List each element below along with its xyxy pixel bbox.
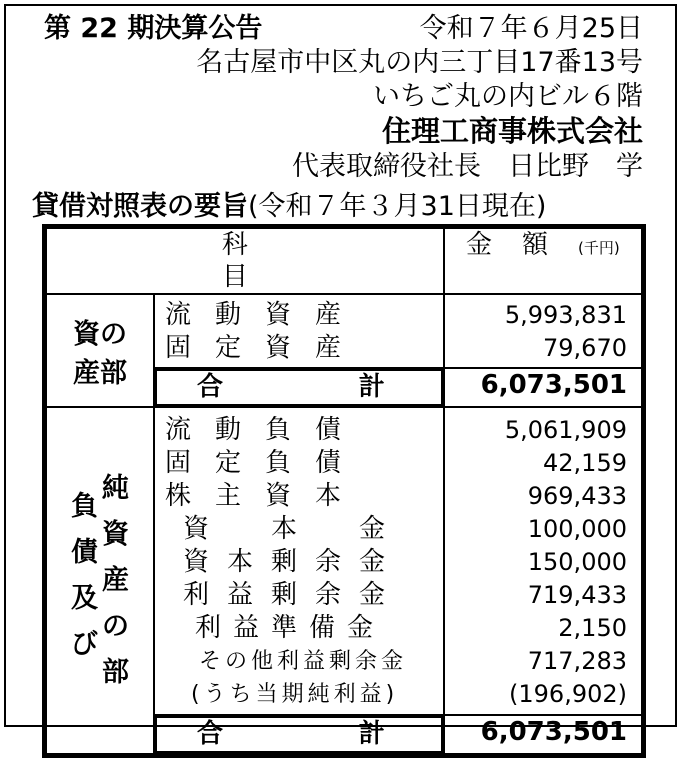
balance-sheet-date: (令和７年３月31日現在) xyxy=(248,191,547,222)
liability-label: 株主資本 xyxy=(165,481,366,511)
asset-value: 5,993,831 xyxy=(504,301,627,329)
liabilities-items xyxy=(154,407,444,715)
assets-side-label xyxy=(45,294,155,407)
assets-side-label-2: 産部 xyxy=(73,357,128,389)
assets-side-label-1: 資の xyxy=(73,318,128,350)
liability-value: 969,433 xyxy=(527,482,627,510)
liability-value: 100,000 xyxy=(527,515,627,543)
liab-label-col-2: 純 資 産 の 部 xyxy=(102,472,130,688)
liabilities-total-label xyxy=(155,716,443,753)
asset-label: 固定資産 xyxy=(165,333,366,363)
liability-value: 717,283 xyxy=(527,647,627,675)
representative: 代表取締役社長 日比野 学 xyxy=(292,151,643,182)
header-item: 科目 xyxy=(45,227,444,295)
balance-sheet-title-main: 貸借対照表の要旨 xyxy=(32,191,248,222)
assets-total-label xyxy=(155,369,443,406)
balance-sheet-title xyxy=(32,192,546,222)
address-line-2: いちご丸の内ビル６階 xyxy=(373,81,643,112)
liability-value: 42,159 xyxy=(543,449,627,477)
liabilities-section xyxy=(45,407,644,715)
asset-value: 79,670 xyxy=(543,334,627,362)
total-label-b: 計 xyxy=(358,372,385,402)
company-name: 住理工商事株式会社 xyxy=(381,114,643,148)
liability-label: 利益準備金 xyxy=(195,613,386,643)
liability-label: 資本剰余金 xyxy=(183,547,404,577)
total-label-a: 合 xyxy=(197,372,224,402)
assets-values xyxy=(444,294,644,368)
table-header-row xyxy=(45,227,644,295)
liability-value: 150,000 xyxy=(527,548,627,576)
liability-value: 2,150 xyxy=(558,614,627,642)
total-label-a: 合 xyxy=(197,719,224,749)
total-label-b: 計 xyxy=(358,719,385,749)
assets-items xyxy=(154,294,444,368)
header-amount-label: 金額 xyxy=(466,230,579,260)
liability-label: 流動負債 xyxy=(165,415,366,445)
asset-label: 流動資産 xyxy=(165,300,366,330)
liability-label: その他利益剰余金 xyxy=(199,649,408,674)
liability-value: 5,061,909 xyxy=(504,416,627,444)
balance-sheet-table xyxy=(42,224,646,758)
header-unit: (千円) xyxy=(578,239,620,257)
notice-date: 令和７年６月25日 xyxy=(419,13,643,44)
liability-label: 資 本 金 xyxy=(183,514,404,544)
header-amount xyxy=(444,227,644,295)
liabilities-total-value: 6,073,501 xyxy=(444,715,644,756)
liability-value: 719,433 xyxy=(527,581,627,609)
liabilities-values xyxy=(444,407,644,715)
assets-section xyxy=(45,294,644,368)
liability-value: (196,902) xyxy=(509,680,627,708)
address-line-1: 名古屋市中区丸の内三丁目17番13号 xyxy=(196,47,643,78)
liabilities-side-label xyxy=(45,407,155,756)
liability-label: 利益剰余金 xyxy=(183,580,404,610)
liability-label: (うち当期純利益) xyxy=(191,682,399,707)
notice-title: 第 22 期決算公告 xyxy=(44,13,263,44)
liab-label-col-1: 負 債 及 び xyxy=(71,490,99,660)
assets-total-value: 6,073,501 xyxy=(444,368,644,407)
liability-label: 固定負債 xyxy=(165,448,366,478)
